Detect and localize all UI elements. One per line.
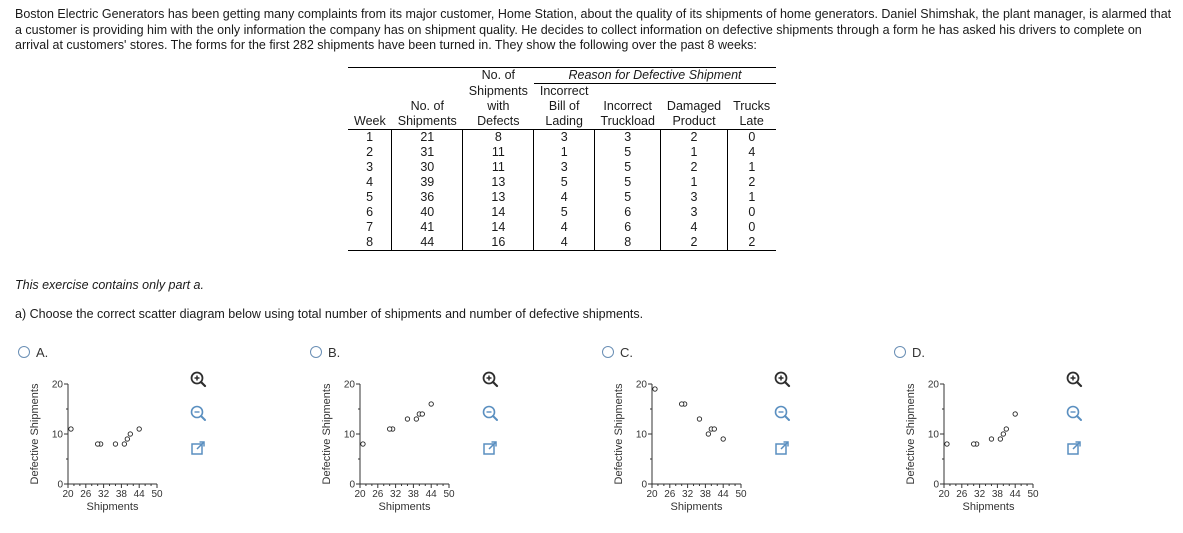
- y-tick-label: 10: [343, 429, 355, 441]
- y-tick-label: 10: [51, 429, 63, 441]
- x-tick-label: 26: [80, 489, 92, 500]
- x-tick-label: 38: [115, 489, 127, 500]
- scatter-point: [1001, 432, 1005, 436]
- popout-icon[interactable]: [1064, 438, 1084, 458]
- x-tick-label: 32: [390, 489, 402, 500]
- scatter-point: [137, 427, 141, 431]
- x-tick-label: 20: [62, 489, 74, 500]
- option-d-label: D.: [912, 345, 925, 360]
- option-d-radio[interactable]: [894, 346, 906, 358]
- header-truckload: Incorrect: [603, 99, 653, 113]
- x-tick-label: 20: [646, 489, 658, 500]
- scatter-point: [989, 437, 993, 441]
- scatter-point: [706, 432, 710, 436]
- table-row: 3 30 11 3 5 2 1: [348, 160, 776, 175]
- scatter-point: [721, 437, 725, 441]
- y-axis-label: Defective Shipments: [613, 383, 625, 485]
- zoom-out-icon[interactable]: [480, 403, 500, 423]
- x-tick-label: 50: [151, 489, 163, 500]
- y-tick-label: 20: [51, 379, 63, 391]
- scatter-point: [125, 437, 129, 441]
- popout-icon[interactable]: [480, 438, 500, 458]
- scatter-point: [712, 427, 716, 431]
- scatter-point: [1004, 427, 1008, 431]
- y-axis-label: Defective Shipments: [29, 383, 41, 485]
- x-axis-label: Shipments: [962, 501, 1015, 513]
- reason-header: Reason for Defective Shipment: [534, 68, 776, 84]
- y-axis-label: Defective Shipments: [321, 383, 333, 485]
- x-tick-label: 32: [682, 489, 694, 500]
- table-row: 7 41 14 4 6 4 0: [348, 220, 776, 235]
- header-shipments: No. of: [410, 99, 444, 113]
- y-tick-label: 0: [641, 479, 647, 491]
- x-axis-label: Shipments: [378, 501, 431, 513]
- table-row: 4 39 13 5 5 1 2: [348, 175, 776, 190]
- x-tick-label: 44: [1009, 489, 1021, 500]
- option-c[interactable]: [602, 343, 892, 533]
- option-b[interactable]: [310, 343, 600, 533]
- option-d[interactable]: [894, 343, 1183, 533]
- option-b-label: B.: [328, 345, 341, 360]
- x-axis-label: Shipments: [670, 501, 723, 513]
- y-axis-label: Defective Shipments: [905, 383, 917, 485]
- scatter-point: [95, 442, 99, 446]
- x-tick-label: 50: [1027, 489, 1039, 500]
- x-tick-label: 32: [974, 489, 986, 500]
- x-tick-label: 26: [372, 489, 384, 500]
- x-tick-label: 32: [98, 489, 110, 500]
- y-tick-label: 0: [57, 479, 63, 491]
- header-damaged: Damaged: [666, 99, 722, 113]
- x-tick-label: 20: [938, 489, 950, 500]
- scatter-point: [405, 417, 409, 421]
- table-row: 1 21 8 3 3 2 0: [348, 130, 776, 146]
- x-tick-label: 38: [699, 489, 711, 500]
- y-tick-label: 0: [349, 479, 355, 491]
- shipment-data-table: No. of Reason for Defective Shipment Shipments Incorrect No. of with Bill of Incorrect Damaged Trucks Week Shipments Defects Lading Truckload Product Late 1 21 8 3 3 2 0 2 31 11 1 5 1 4 3 30 11 3 5 2 1 4 39 13 5 5 1 2 5 36 13 4 5 3 1 6 40 14 5 6 3 0 7 41 14 4 6 4 0 8 44 16 4 8 2 2: [348, 67, 776, 251]
- option-a-label: A.: [36, 345, 49, 360]
- scatter-point: [122, 442, 126, 446]
- x-tick-label: 20: [354, 489, 366, 500]
- x-tick-label: 26: [956, 489, 968, 500]
- scatter-plot-b: [310, 371, 470, 521]
- scatter-point: [420, 412, 424, 416]
- scatter-point: [697, 417, 701, 421]
- scatter-point: [387, 427, 391, 431]
- y-tick-label: 20: [343, 379, 355, 391]
- y-tick-label: 20: [635, 379, 647, 391]
- x-tick-label: 50: [443, 489, 455, 500]
- scatter-point: [361, 442, 365, 446]
- scatter-plot-c: [602, 371, 762, 521]
- y-tick-label: 10: [927, 429, 939, 441]
- x-tick-label: 38: [991, 489, 1003, 500]
- zoom-out-icon[interactable]: [772, 403, 792, 423]
- table-row: 6 40 14 5 6 3 0: [348, 205, 776, 220]
- scatter-point: [653, 387, 657, 391]
- scatter-point: [971, 442, 975, 446]
- header-week: Week: [348, 114, 392, 130]
- option-c-label: C.: [620, 345, 633, 360]
- option-a-radio[interactable]: [18, 346, 30, 358]
- option-c-radio[interactable]: [602, 346, 614, 358]
- zoom-out-icon[interactable]: [188, 403, 208, 423]
- scatter-point: [113, 442, 117, 446]
- scatter-point: [69, 427, 73, 431]
- zoom-in-icon[interactable]: [772, 369, 792, 389]
- x-tick-label: 44: [717, 489, 729, 500]
- table-row: 5 36 13 4 5 3 1: [348, 190, 776, 205]
- header-defects: No. of: [481, 68, 515, 83]
- table-row: 2 31 11 1 5 1 4: [348, 145, 776, 160]
- x-tick-label: 26: [664, 489, 676, 500]
- option-a[interactable]: [18, 343, 308, 533]
- part-note: This exercise contains only part a.: [15, 278, 204, 292]
- scatter-point: [998, 437, 1002, 441]
- x-axis-label: Shipments: [86, 501, 139, 513]
- zoom-in-icon[interactable]: [1064, 369, 1084, 389]
- zoom-in-icon[interactable]: [188, 369, 208, 389]
- scatter-point: [128, 432, 132, 436]
- scatter-point: [429, 402, 433, 406]
- x-tick-label: 44: [425, 489, 437, 500]
- header-late: Trucks: [733, 99, 771, 113]
- x-tick-label: 44: [133, 489, 145, 500]
- problem-intro: Boston Electric Generators has been getting many complaints from its major customer, Home Station, about the quality of its shipments of home generators. Daniel Shimshak, the plant manager, is alarmed that a customer is providing him with the only information the company has on shipment quality. He decides to collect information on defective shipments through a form he has asked his drivers to complete on arrival at customers' stores. The forms for the first 282 shipments have been turned in. They show the following over the past 8 weeks:: [15, 7, 1172, 52]
- x-tick-label: 50: [735, 489, 747, 500]
- scatter-plot-a: [18, 371, 178, 521]
- scatter-point: [414, 417, 418, 421]
- popout-icon[interactable]: [188, 438, 208, 458]
- x-tick-label: 38: [407, 489, 419, 500]
- zoom-out-icon[interactable]: [1064, 403, 1084, 423]
- y-tick-label: 20: [927, 379, 939, 391]
- table-row: 8 44 16 4 8 2 2: [348, 235, 776, 251]
- header-bill-of-lading: Incorrect: [539, 84, 589, 98]
- scatter-point: [1013, 412, 1017, 416]
- option-b-radio[interactable]: [310, 346, 322, 358]
- scatter-point: [945, 442, 949, 446]
- y-tick-label: 0: [933, 479, 939, 491]
- scatter-plot-d: [894, 371, 1054, 521]
- question-text: a) Choose the correct scatter diagram below using total number of shipments and number of defective shipments.: [15, 307, 644, 321]
- zoom-in-icon[interactable]: [480, 369, 500, 389]
- scatter-point: [679, 402, 683, 406]
- y-tick-label: 10: [635, 429, 647, 441]
- popout-icon[interactable]: [772, 438, 792, 458]
